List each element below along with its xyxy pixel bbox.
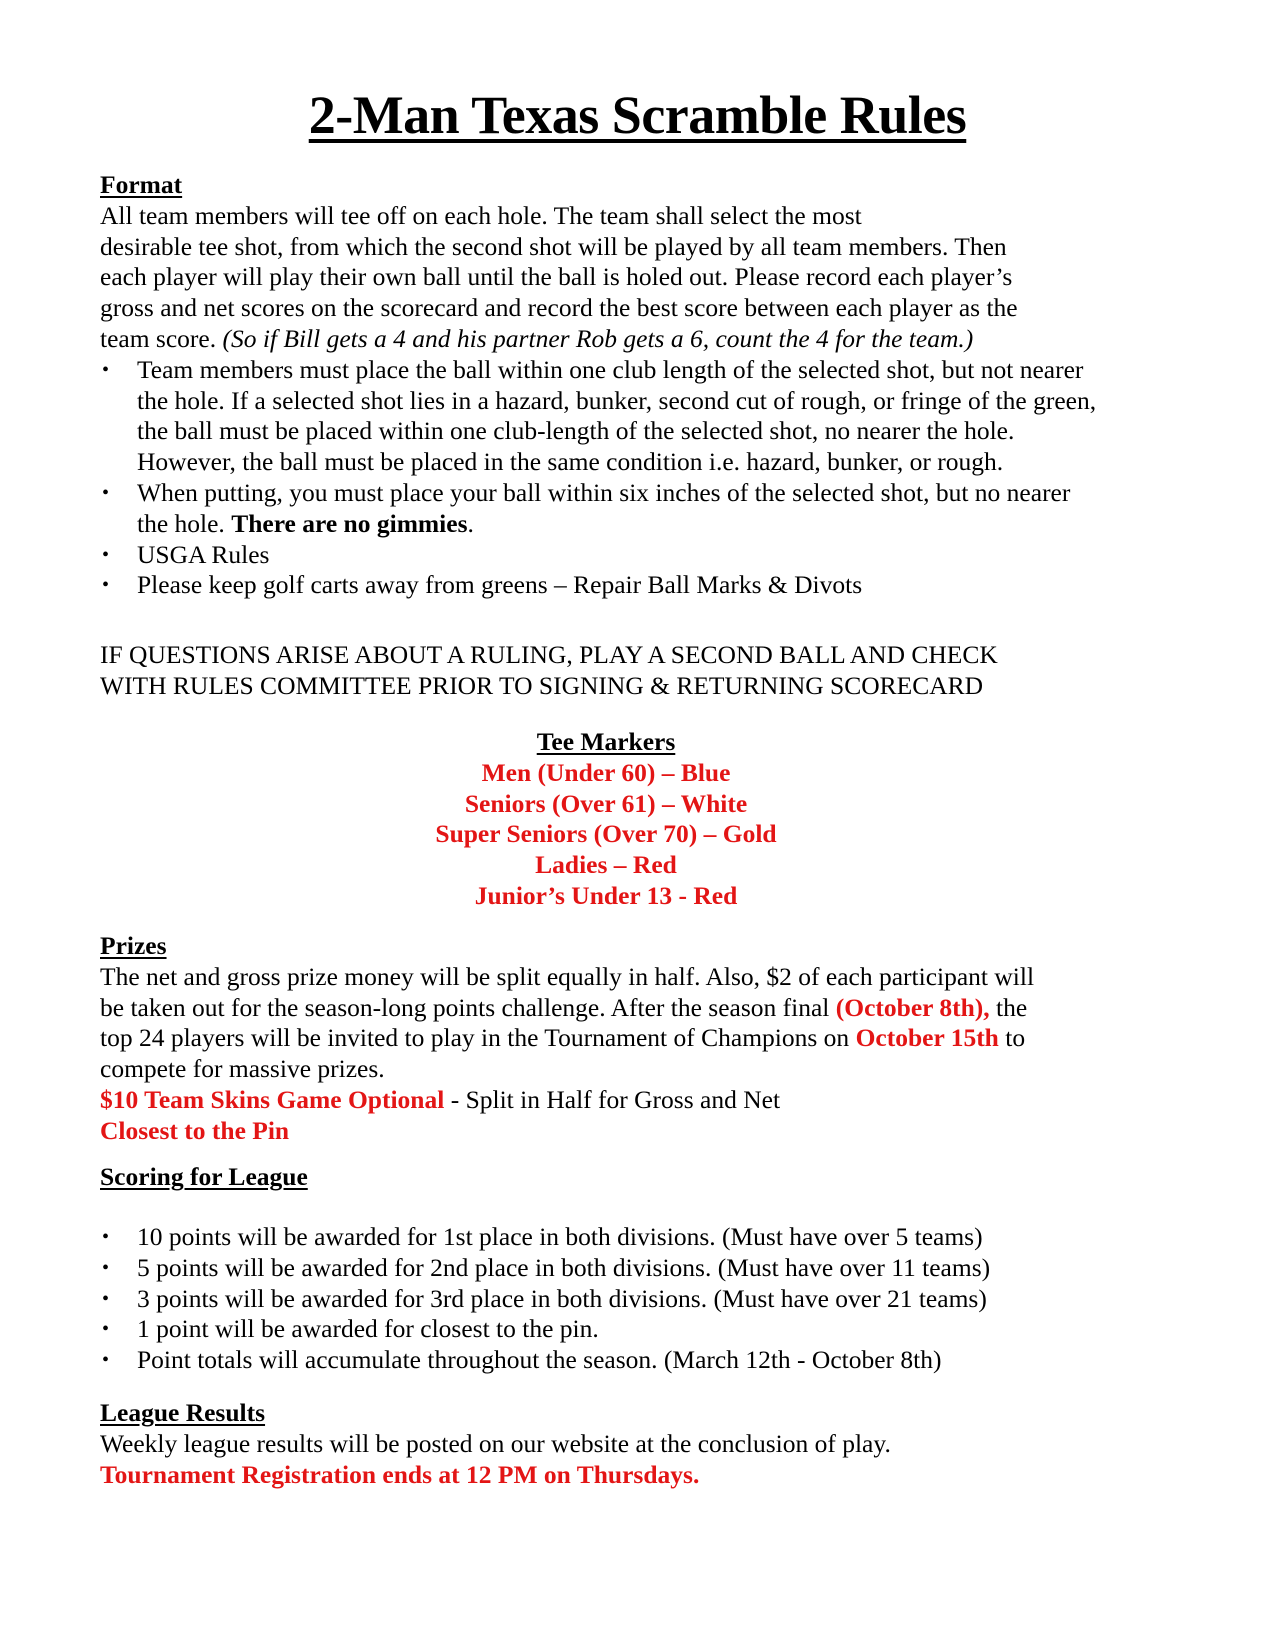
prizes-text: be taken out for the season-long points challenge. After the season final bbox=[100, 992, 836, 1022]
format-text: team score. bbox=[100, 323, 223, 353]
list-item bbox=[100, 1314, 1180, 1345]
list-item bbox=[100, 355, 1112, 478]
prizes-heading: Prizes bbox=[100, 931, 167, 960]
bullet-icon: • bbox=[102, 1256, 110, 1279]
league-results-section bbox=[100, 1398, 1180, 1490]
bullet-icon: • bbox=[102, 1349, 110, 1372]
rule-text: . bbox=[467, 508, 474, 538]
scoring-text: 1 point will be awarded for closest to the pin. bbox=[137, 1314, 599, 1344]
scoring-list-wrap bbox=[100, 1222, 1180, 1376]
prizes-line-2 bbox=[100, 993, 1180, 1024]
scoring-heading: Scoring for League bbox=[100, 1162, 308, 1191]
format-section bbox=[100, 170, 1180, 601]
format-paragraph-line-2: desirable tee shot, from which the second shot will be played by all team members. Then bbox=[100, 231, 1007, 261]
prizes-line-4: compete for massive prizes. bbox=[100, 1054, 385, 1084]
prizes-line-1: The net and gross prize money will be split equally in half. Also, $2 of each participant will bbox=[100, 961, 1035, 991]
rule-text: Team members must place the ball within one club length of the selected shot, but not nearer the hole. If a selected shot lies in a hazard, bunker, second cut of rough, or fringe of the green, the ball must be placed within one club-length of the selected shot, no nearer the hole. However, the ball must be placed in the same condition i.e. hazard, bunker, or rough. bbox=[137, 354, 1097, 477]
bullet-icon: • bbox=[102, 574, 110, 597]
list-item bbox=[100, 1284, 1180, 1315]
rule-text: USGA Rules bbox=[137, 539, 270, 569]
tee-marker-item: Ladies – Red bbox=[535, 850, 677, 880]
rule-text: When putting, you must place your ball within six inches of the selected shot, but no nearer the hole. bbox=[137, 477, 1071, 538]
scoring-text: Point totals will accumulate throughout the season. (March 12th - October 8th) bbox=[137, 1345, 942, 1375]
bullet-icon: • bbox=[102, 358, 110, 381]
format-paragraph-line-5 bbox=[100, 324, 1180, 355]
league-results-text: Weekly league results will be posted on our website at the conclusion of play. bbox=[100, 1428, 891, 1458]
skins-game-label: $10 Team Skins Game Optional bbox=[100, 1084, 445, 1114]
tee-marker-item: Junior’s Under 13 - Red bbox=[474, 880, 738, 910]
season-final-date: (October 8th), bbox=[835, 992, 990, 1022]
list-item bbox=[100, 478, 1092, 540]
format-paragraph-line-3: each player will play their own ball until the ball is holed out. Please record each player’s bbox=[100, 262, 1013, 292]
prizes-line-3 bbox=[100, 1023, 1180, 1054]
bullet-icon: • bbox=[102, 1287, 110, 1310]
tee-marker-item: Men (Under 60) – Blue bbox=[481, 757, 731, 787]
format-rules-list bbox=[100, 355, 1100, 601]
champions-date: October 15th bbox=[855, 1023, 999, 1053]
list-item bbox=[100, 1253, 1180, 1284]
skins-game-line bbox=[100, 1085, 1180, 1116]
no-gimmies-text: There are no gimmies bbox=[231, 508, 468, 538]
page-title: 2-Man Texas Scramble Rules bbox=[308, 85, 967, 145]
scoring-text: 10 points will be awarded for 1st place in both divisions. (Must have over 5 teams) bbox=[137, 1222, 983, 1251]
list-item bbox=[100, 570, 1100, 601]
format-heading: Format bbox=[100, 170, 183, 199]
bullet-icon: • bbox=[102, 543, 110, 566]
registration-deadline: Tournament Registration ends at 12 PM on Thursdays. bbox=[100, 1459, 700, 1489]
ruling-notice-line-1: IF QUESTIONS ARISE ABOUT A RULING, PLAY A SECOND BALL AND CHECK bbox=[100, 640, 998, 669]
prizes-text: to bbox=[998, 1023, 1026, 1053]
list-item bbox=[100, 540, 1100, 571]
rule-text: Please keep golf carts away from greens – Repair Ball Marks & Divots bbox=[137, 570, 863, 600]
tee-markers-heading: Tee Markers bbox=[536, 727, 676, 756]
tee-marker-item: Seniors (Over 61) – White bbox=[464, 788, 748, 818]
bullet-icon: • bbox=[102, 1226, 110, 1248]
scoring-list bbox=[100, 1222, 1180, 1376]
bullet-icon: • bbox=[102, 481, 110, 504]
list-item bbox=[100, 1345, 1180, 1376]
format-paragraph-line-1: All team members will tee off on each hole. The team shall select the most bbox=[100, 200, 862, 230]
scoring-text: 3 points will be awarded for 3rd place in both divisions. (Must have over 21 teams) bbox=[137, 1283, 987, 1313]
tee-marker-item: Super Seniors (Over 70) – Gold bbox=[435, 819, 777, 849]
scoring-text: 5 points will be awarded for 2nd place in both divisions. (Must have over 11 teams) bbox=[137, 1252, 991, 1282]
tee-markers-section bbox=[0, 727, 1212, 912]
league-results-heading: League Results bbox=[100, 1398, 266, 1427]
ruling-notice-line-2: WITH RULES COMMITTEE PRIOR TO SIGNING & RETURNING SCORECARD bbox=[100, 670, 984, 700]
format-paragraph-line-4: gross and net scores on the scorecard and record the best score between each player as the bbox=[100, 293, 1018, 323]
prizes-text: the bbox=[989, 992, 1028, 1022]
bullet-icon: • bbox=[102, 1318, 110, 1341]
skins-game-text: - Split in Half for Gross and Net bbox=[444, 1084, 781, 1114]
closest-to-pin: Closest to the Pin bbox=[100, 1115, 290, 1145]
scoring-section bbox=[100, 1162, 1180, 1193]
format-example: (So if Bill gets a 4 and his partner Rob gets a 6, count the 4 for the team.) bbox=[222, 323, 974, 353]
ruling-notice bbox=[100, 640, 1180, 702]
prizes-section bbox=[100, 931, 1180, 1147]
list-item bbox=[100, 1222, 1180, 1253]
prizes-text: top 24 players will be invited to play in the Tournament of Champions on bbox=[100, 1023, 856, 1053]
